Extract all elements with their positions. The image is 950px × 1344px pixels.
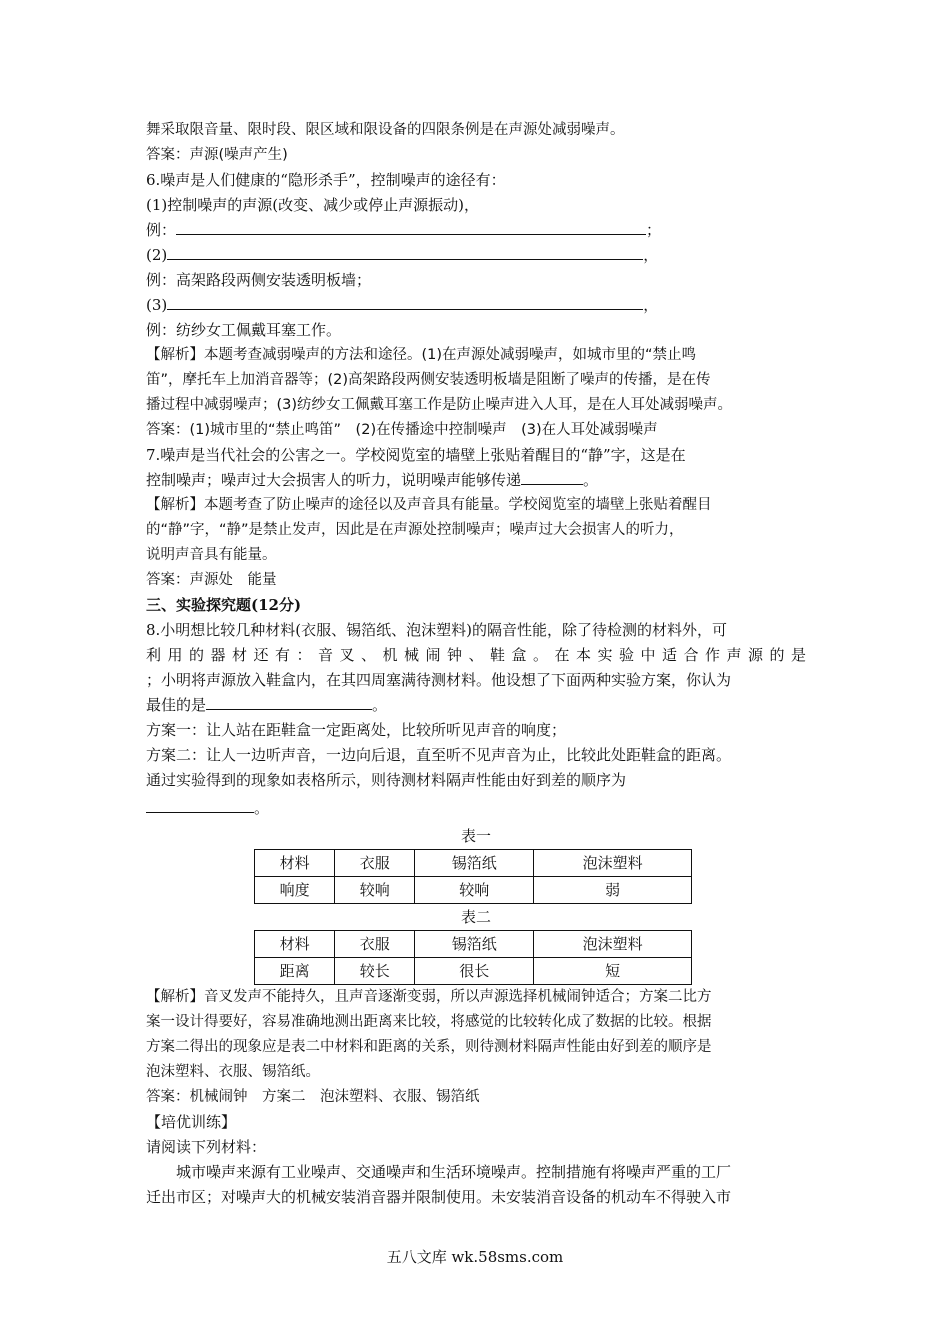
analysis-line: 笛”，摩托车上加消音器等；(2)高架路段两侧安装透明板墙是阻断了噪声的传播，是在传 [146, 372, 711, 388]
fill-prefix: (3) [146, 296, 168, 314]
table-cell: 很长 [415, 958, 534, 985]
table-cell: 材料 [255, 850, 335, 877]
fill-end: ， [643, 246, 659, 264]
text-line: 方案二：让人一边听声音，一边向后退，直至听不见声音为止，比较此处距鞋盒的距离。 [146, 746, 732, 764]
analysis-line: 案一设计得要好，容易准确地测出距离来比较，将感觉的比较转化成了数据的比较。根据 [146, 1014, 712, 1030]
analysis-line: 泡沫塑料、衣服、锡箔纸。 [146, 1064, 320, 1080]
table-cell: 锡箔纸 [415, 850, 534, 877]
fill-line [146, 693, 806, 718]
analysis-line: 说明声音具有能量。 [146, 547, 277, 563]
fill-end: ， [643, 296, 659, 314]
table-row [255, 877, 692, 904]
answer-blank[interactable] [167, 243, 643, 260]
table-cell: 泡沫塑料 [534, 850, 692, 877]
table-row [255, 850, 692, 877]
table-cell: 锡箔纸 [415, 931, 534, 958]
table-cell: 较响 [335, 877, 415, 904]
table-row [255, 958, 692, 985]
fill-prefix: (2) [146, 246, 168, 264]
fill-line [146, 468, 806, 493]
table-row [255, 931, 692, 958]
analysis-line: 【解析】本题考查减弱噪声的方法和途径。(1)在声源处减弱噪声，如城市里的“禁止鸣 [146, 347, 697, 363]
table-cell: 短 [534, 958, 692, 985]
answer-blank[interactable] [521, 468, 583, 485]
answer-blank[interactable] [206, 693, 372, 710]
question-7-line: 7.噪声是当代社会的公害之一。学校阅览室的墙壁上张贴着醒目的“静”字，这是在 [146, 446, 686, 464]
answer-line: 答案：声源(噪声产生) [146, 147, 288, 163]
answer-blank[interactable] [167, 293, 643, 310]
table-cell: 较长 [335, 958, 415, 985]
fill-line [146, 218, 806, 243]
section-label: 【培优训练】 [146, 1113, 237, 1131]
fill-line [146, 243, 806, 268]
answer-blank[interactable] [146, 796, 254, 813]
text-line: 请阅读下列材料： [146, 1138, 267, 1156]
page-footer: 五八文库 wk.58sms.com [386, 1248, 564, 1266]
analysis-line: 【解析】音叉发声不能持久，且声音逐渐变弱，所以声源选择机械闹钟适合；方案二比方 [146, 989, 712, 1005]
question-6-title: 6.噪声是人们健康的“隐形杀手”，控制噪声的途径有： [146, 171, 506, 189]
text-line: 通过实验得到的现象如表格所示，则待测材料隔声性能由好到差的顺序为 [146, 771, 627, 789]
table-cell: 较响 [415, 877, 534, 904]
text-line: 舞采取限音量、限时段、限区域和限设备的四限条例是在声源处减弱噪声。 [146, 122, 625, 138]
fill-prefix: 最佳的是 [146, 696, 207, 714]
fill-end: 。 [372, 696, 388, 714]
fill-line [146, 793, 806, 823]
answer-line: 答案：机械闹钟 方案二 泡沫塑料、衣服、锡箔纸 [146, 1089, 480, 1105]
table-1-title: 表一 [460, 827, 491, 845]
table-1 [254, 849, 692, 904]
fill-prefix: 例： [146, 221, 177, 239]
fill-prefix: 控制噪声；噪声过大会损害人的听力，说明噪声能够传递 [146, 471, 522, 489]
text-line: (1)控制噪声的声源(改变、减少或停止声源振动)， [146, 196, 479, 214]
table-2-title: 表二 [460, 908, 491, 926]
fill-end: ； [646, 221, 662, 239]
analysis-line: 播过程中减弱噪声；(3)纺纱女工佩戴耳塞工作是防止噪声进入人耳，是在人耳处减弱噪声。 [146, 397, 733, 413]
table-cell: 距离 [255, 958, 335, 985]
material-line: 迁出市区；对噪声大的机械安装消音器并限制使用。未安装消音设备的机动车不得驶入市 [146, 1188, 732, 1206]
text-line: 利用的器材还有：音叉、机械闹钟、鞋盒。在本实验中适合作声源的是 [146, 646, 806, 664]
answer-line: 答案：(1)城市里的“禁止鸣笛” (2)在传播途中控制噪声 (3)在人耳处减弱噪声 [146, 422, 658, 438]
fill-end: 。 [254, 799, 270, 817]
fill-line [146, 293, 806, 318]
table-2 [254, 930, 692, 985]
question-8-line: 8.小明想比较几种材料(衣服、锡箔纸、泡沫塑料)的隔音性能，除了待检测的材料外，可 [146, 621, 728, 639]
table-cell: 响度 [255, 877, 335, 904]
analysis-line: 【解析】本题考查了防止噪声的途径以及声音具有能量。学校阅览室的墙壁上张贴着醒目 [146, 497, 712, 513]
fill-end: 。 [583, 471, 599, 489]
table-cell: 泡沫塑料 [534, 931, 692, 958]
analysis-line: 的“静”字，“静”是禁止发声，因此是在声源处控制噪声；噪声过大会损害人的听力， [146, 522, 684, 538]
section-heading: 三、实验探究题(12分) [146, 596, 302, 614]
answer-blank[interactable] [176, 218, 646, 235]
material-line: 城市噪声来源有工业噪声、交通噪声和生活环境噪声。控制措施有将噪声严重的工厂 [176, 1163, 732, 1181]
text-line: 例：纺纱女工佩戴耳塞工作。 [146, 321, 342, 339]
table-cell: 衣服 [335, 850, 415, 877]
table-cell: 弱 [534, 877, 692, 904]
text-line: 例：高架路段两侧安装透明板墙； [146, 271, 372, 289]
table-cell: 材料 [255, 931, 335, 958]
analysis-line: 方案二得出的现象应是表二中材料和距离的关系，则待测材料隔声性能由好到差的顺序是 [146, 1039, 712, 1055]
text-line: 方案一：让人站在距鞋盒一定距离处，比较所听见声音的响度； [146, 721, 567, 739]
document-page [146, 118, 806, 1210]
table-cell: 衣服 [335, 931, 415, 958]
text-line: ；小明将声源放入鞋盒内，在其四周塞满待测材料。他设想了下面两种实验方案，你认为 [146, 671, 732, 689]
answer-line: 答案：声源处 能量 [146, 572, 277, 588]
